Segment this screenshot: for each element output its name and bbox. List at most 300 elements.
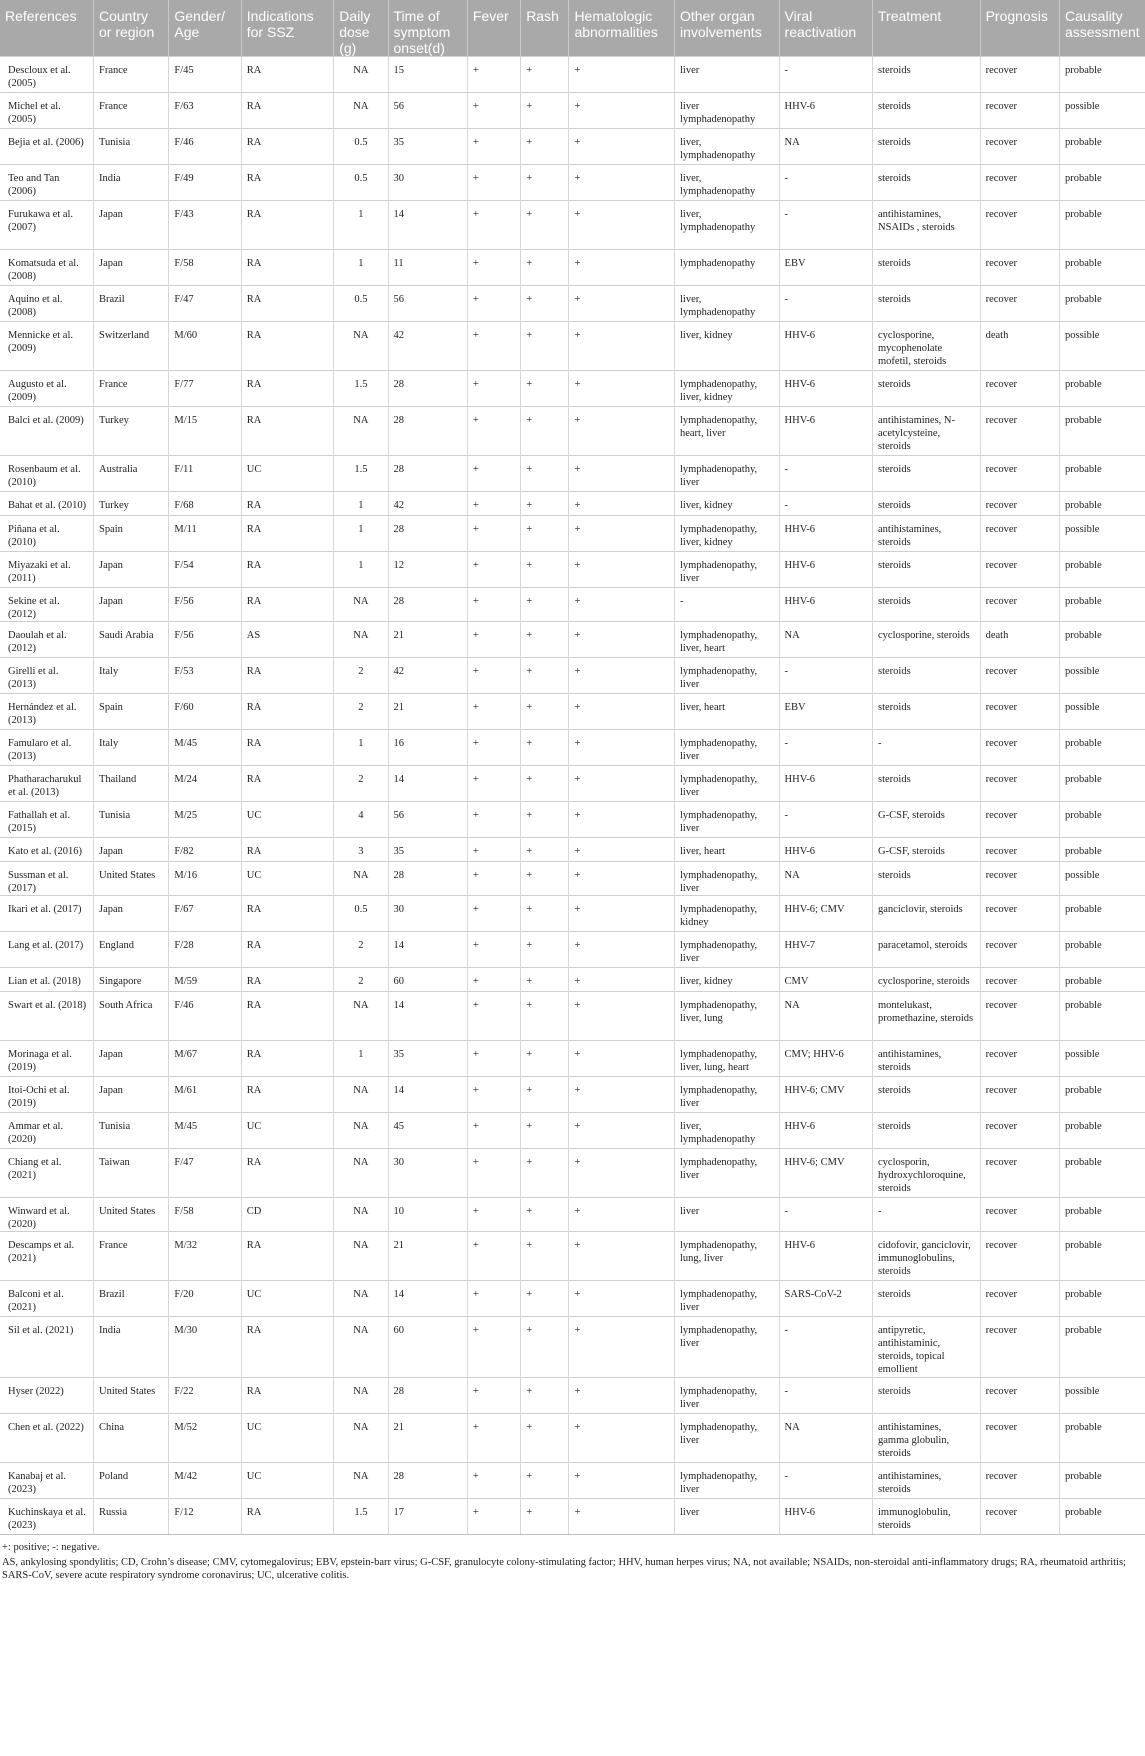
table-cell: M/45 [169,730,241,766]
table-cell: NA [779,129,872,165]
table-cell: recover [980,93,1059,129]
table-cell: 1 [334,552,388,588]
table-row [0,968,1145,992]
table-cell: Tunisia [93,802,168,838]
table-cell: recover [980,838,1059,862]
table-row [0,1232,1145,1281]
table-row [0,492,1145,516]
table-cell: EBV [779,250,872,286]
table-cell: + [521,371,569,407]
table-cell: + [521,1499,569,1535]
table-cell: Swart et al. (2018) [0,992,93,1041]
table-row [0,201,1145,250]
table-cell: + [467,694,520,730]
table-cell: 16 [388,730,467,766]
table-cell: RA [241,1499,333,1535]
table-row [0,1499,1145,1535]
table-cell: antihistamines, NSAIDs , steroids [873,201,981,250]
table-cell: RA [241,766,333,802]
table-cell: recover [980,407,1059,456]
table-cell: F/43 [169,201,241,250]
table-cell: - [779,286,872,322]
table-cell: NA [334,57,388,93]
table-cell: Fathallah et al. (2015) [0,802,93,838]
table-cell: SARS-CoV-2 [779,1281,872,1317]
table-cell: antihistamines, steroids [873,1041,981,1077]
table-cell: possible [1059,1041,1145,1077]
table-cell: lymphadenopathy, liver [674,658,779,694]
table-cell: Phatharacharukul et al. (2013) [0,766,93,802]
table-cell: Japan [93,588,168,622]
table-cell: Brazil [93,286,168,322]
column-header: Hematologic abnormalities [569,0,675,57]
table-cell: RA [241,552,333,588]
table-row [0,165,1145,201]
table-cell: + [467,932,520,968]
table-cell: + [521,862,569,896]
table-cell: steroids [873,1113,981,1149]
table-cell: + [569,622,675,658]
table-cell: NA [334,992,388,1041]
table-cell: + [569,1198,675,1232]
table-cell: Italy [93,730,168,766]
table-cell: probable [1059,1077,1145,1113]
table-cell: NA [779,622,872,658]
table-cell: steroids [873,57,981,93]
table-cell: + [521,992,569,1041]
table-cell: - [779,802,872,838]
table-cell: + [521,968,569,992]
table-cell: HHV-6 [779,1113,872,1149]
table-cell: M/32 [169,1232,241,1281]
column-header: Indications for SSZ [241,0,333,57]
table-cell: + [467,992,520,1041]
table-cell: lymphadenopathy, liver, lung [674,992,779,1041]
table-cell: 1 [334,492,388,516]
table-cell: 35 [388,129,467,165]
table-cell: + [521,201,569,250]
table-row [0,862,1145,896]
table-row [0,1463,1145,1499]
table-cell: recover [980,1414,1059,1463]
table-cell: 30 [388,165,467,201]
table-cell: recover [980,766,1059,802]
table-cell: lymphadenopathy, liver [674,1317,779,1378]
table-cell: RA [241,407,333,456]
table-cell: immunoglobulin, steroids [873,1499,981,1535]
table-cell: Ikari et al. (2017) [0,896,93,932]
table-cell: + [569,93,675,129]
column-header: Daily dose (g) [334,0,388,57]
table-cell: 14 [388,201,467,250]
table-cell: Kanabaj et al. (2023) [0,1463,93,1499]
table-cell: + [467,1414,520,1463]
column-header: Treatment [873,0,981,57]
table-cell: RA [241,588,333,622]
table-cell: + [569,1463,675,1499]
table-cell: 45 [388,1113,467,1149]
table-cell: + [521,1317,569,1378]
table-cell: lymphadenopathy, liver [674,802,779,838]
table-row [0,1149,1145,1198]
table-cell: antihistamines, gamma globulin, steroids [873,1414,981,1463]
table-cell: 35 [388,838,467,862]
table-cell: F/49 [169,165,241,201]
column-header: Gender/ Age [169,0,241,57]
table-cell: + [521,57,569,93]
table-cell: + [467,1198,520,1232]
table-cell: F/56 [169,588,241,622]
table-cell: Japan [93,1041,168,1077]
table-cell: 21 [388,1232,467,1281]
table-cell: + [521,1414,569,1463]
table-cell: liver, kidney [674,492,779,516]
table-cell: + [467,492,520,516]
table-cell: + [467,622,520,658]
table-cell: NA [334,1198,388,1232]
table-cell: + [467,201,520,250]
table-cell: 1 [334,250,388,286]
table-cell: lymphadenopathy, heart, liver [674,407,779,456]
table-cell: + [569,456,675,492]
table-cell: F/46 [169,129,241,165]
table-row [0,57,1145,93]
table-cell: + [521,165,569,201]
table-cell: NA [334,1149,388,1198]
table-cell: - [779,1317,872,1378]
table-cell: + [569,1281,675,1317]
table-cell: + [521,694,569,730]
table-cell: probable [1059,371,1145,407]
table-cell: Hernández et al. (2013) [0,694,93,730]
table-cell: RA [241,932,333,968]
table-cell: recover [980,1378,1059,1414]
table-cell: NA [779,992,872,1041]
table-cell: HHV-6 [779,766,872,802]
table-cell: 3 [334,838,388,862]
table-cell: 1 [334,1041,388,1077]
table-cell: recover [980,456,1059,492]
table-cell: NA [334,1317,388,1378]
table-row [0,1077,1145,1113]
table-cell: probable [1059,492,1145,516]
table-cell: 42 [388,322,467,371]
table-row [0,1281,1145,1317]
table-cell: + [521,129,569,165]
table-cell: lymphadenopathy, kidney [674,896,779,932]
table-cell: - [674,588,779,622]
table-cell: Sussman et al. (2017) [0,862,93,896]
table-cell: probable [1059,622,1145,658]
table-cell: Thailand [93,766,168,802]
table-cell: 2 [334,694,388,730]
table-cell: 0.5 [334,286,388,322]
table-cell: RA [241,516,333,552]
table-cell: + [569,516,675,552]
table-cell: + [569,552,675,588]
table-cell: HHV-6 [779,838,872,862]
table-cell: lymphadenopathy, liver [674,1077,779,1113]
table-row [0,371,1145,407]
table-cell: Sil et al. (2021) [0,1317,93,1378]
table-cell: + [467,802,520,838]
table-cell: Spain [93,516,168,552]
table-cell: + [569,896,675,932]
table-cell: Taiwan [93,1149,168,1198]
table-cell: NA [334,1378,388,1414]
table-cell: 0.5 [334,896,388,932]
table-cell: + [467,407,520,456]
table-cell: steroids [873,456,981,492]
table-cell: M/24 [169,766,241,802]
table-cell: liver, kidney [674,968,779,992]
table-cell: 42 [388,492,467,516]
table-cell: Bejia et al. (2006) [0,129,93,165]
table-cell: 14 [388,1077,467,1113]
table-cell: probable [1059,456,1145,492]
table-cell: recover [980,129,1059,165]
table-cell: United States [93,1198,168,1232]
table-cell: 30 [388,1149,467,1198]
table-cell: recover [980,932,1059,968]
table-cell: + [521,93,569,129]
table-cell: UC [241,1414,333,1463]
table-row [0,1378,1145,1414]
table-cell: + [521,250,569,286]
table-cell: Kuchinskaya et al. (2023) [0,1499,93,1535]
table-cell: steroids [873,93,981,129]
table-cell: + [521,552,569,588]
table-cell: probable [1059,896,1145,932]
table-cell: + [467,968,520,992]
table-cell: + [569,1414,675,1463]
table-cell: Russia [93,1499,168,1535]
table-cell: + [521,1149,569,1198]
table-cell: 56 [388,93,467,129]
table-cell: South Africa [93,992,168,1041]
table-cell: liver [674,1198,779,1232]
table-cell: steroids [873,766,981,802]
table-cell: + [467,371,520,407]
table-cell: + [521,622,569,658]
table-cell: 2 [334,766,388,802]
table-cell: RA [241,1378,333,1414]
table-cell: + [521,932,569,968]
table-cell: F/22 [169,1378,241,1414]
table-cell: 28 [388,588,467,622]
table-cell: RA [241,201,333,250]
table-cell: Daoulah et al. (2012) [0,622,93,658]
table-cell: + [569,1149,675,1198]
table-cell: + [467,516,520,552]
table-cell: 14 [388,766,467,802]
table-row [0,588,1145,622]
table-row [0,838,1145,862]
table-cell: probable [1059,1149,1145,1198]
table-cell: + [521,658,569,694]
table-cell: + [569,286,675,322]
table-cell: possible [1059,862,1145,896]
table-cell: probable [1059,1463,1145,1499]
table-cell: death [980,322,1059,371]
table-cell: antipyretic, antihistaminic, steroids, topical emollient [873,1317,981,1378]
table-cell: Australia [93,456,168,492]
table-cell: RA [241,1149,333,1198]
table-cell: HHV-6; CMV [779,1077,872,1113]
table-cell: India [93,165,168,201]
table-cell: Descloux et al. (2005) [0,57,93,93]
table-cell: G-CSF, steroids [873,838,981,862]
table-cell: Kato et al. (2016) [0,838,93,862]
table-cell: NA [334,1414,388,1463]
table-cell: F/56 [169,622,241,658]
table-cell: - [779,658,872,694]
table-cell: + [467,658,520,694]
table-cell: Sekine et al. (2012) [0,588,93,622]
table-cell: 28 [388,1463,467,1499]
table-cell: probable [1059,286,1145,322]
table-cell: lymphadenopathy, liver [674,552,779,588]
table-cell: M/59 [169,968,241,992]
table-cell: steroids [873,1378,981,1414]
table-cell: steroids [873,371,981,407]
table-cell: 0.5 [334,129,388,165]
table-cell: RA [241,371,333,407]
table-cell: recover [980,1232,1059,1281]
table-cell: RA [241,1077,333,1113]
table-cell: UC [241,862,333,896]
table-cell: 1 [334,516,388,552]
table-cell: steroids [873,286,981,322]
table-cell: + [521,730,569,766]
table-cell: Chiang et al. (2021) [0,1149,93,1198]
table-cell: India [93,1317,168,1378]
table-row [0,1041,1145,1077]
table-cell: + [521,1232,569,1281]
table-cell: RA [241,730,333,766]
table-cell: HHV-6; CMV [779,1149,872,1198]
table-cell: UC [241,1113,333,1149]
table-cell: F/58 [169,1198,241,1232]
table-cell: F/54 [169,552,241,588]
table-cell: + [467,766,520,802]
table-row [0,1113,1145,1149]
table-cell: + [521,1077,569,1113]
table-cell: possible [1059,1378,1145,1414]
table-cell: - [873,730,981,766]
table-cell: Spain [93,694,168,730]
table-cell: Winward et al. (2020) [0,1198,93,1232]
table-cell: + [467,730,520,766]
table-cell: + [569,730,675,766]
table-cell: NA [334,93,388,129]
table-cell: + [467,57,520,93]
column-header: Viral reactivation [779,0,872,57]
table-cell: HHV-6 [779,371,872,407]
table-cell: Descamps et al. (2021) [0,1232,93,1281]
table-cell: - [779,1463,872,1499]
table-cell: 14 [388,1281,467,1317]
table-cell: F/58 [169,250,241,286]
table-cell: recover [980,250,1059,286]
table-cell: recover [980,1041,1059,1077]
table-cell: steroids [873,492,981,516]
table-cell: probable [1059,802,1145,838]
column-header: Rash [521,0,569,57]
table-cell: recover [980,516,1059,552]
table-cell: probable [1059,1317,1145,1378]
table-cell: F/45 [169,57,241,93]
table-cell: liver, lymphadenopathy [674,201,779,250]
table-cell: France [93,57,168,93]
table-cell: + [569,129,675,165]
table-cell: recover [980,1463,1059,1499]
table-row [0,992,1145,1041]
table-cell: cyclosporine, mycophenolate mofetil, steroids [873,322,981,371]
table-cell: steroids [873,250,981,286]
table-cell: + [569,694,675,730]
table-cell: 28 [388,862,467,896]
table-cell: EBV [779,694,872,730]
table-cell: 28 [388,456,467,492]
table-cell: Brazil [93,1281,168,1317]
table-cell: steroids [873,694,981,730]
table-cell: + [467,286,520,322]
table-cell: NA [334,622,388,658]
table-cell: Komatsuda et al. (2008) [0,250,93,286]
table-cell: + [467,129,520,165]
table-cell: + [569,968,675,992]
table-cell: + [569,1317,675,1378]
table-cell: NA [334,1463,388,1499]
table-cell: M/15 [169,407,241,456]
table-cell: F/77 [169,371,241,407]
table-cell: + [521,1463,569,1499]
table-row [0,552,1145,588]
table-row [0,622,1145,658]
table-cell: F/67 [169,896,241,932]
table-cell: - [779,57,872,93]
table-cell: probable [1059,730,1145,766]
column-header: Time of symptom onset(d) [388,0,467,57]
table-cell: NA [334,1113,388,1149]
table-cell: liver, kidney [674,322,779,371]
table-cell: + [467,552,520,588]
table-cell: recover [980,201,1059,250]
table-cell: - [779,730,872,766]
table-cell: recover [980,552,1059,588]
table-cell: 60 [388,968,467,992]
table-cell: M/11 [169,516,241,552]
table-cell: probable [1059,129,1145,165]
table-cell: 2 [334,968,388,992]
table-row [0,407,1145,456]
table-cell: death [980,622,1059,658]
table-cell: 60 [388,1317,467,1378]
table-cell: HHV-6 [779,93,872,129]
table-cell: 2 [334,932,388,968]
table-cell: Famularo et al. (2013) [0,730,93,766]
table-cell: Balci et al. (2009) [0,407,93,456]
table-cell: + [467,1232,520,1281]
table-cell: F/28 [169,932,241,968]
table-cell: M/42 [169,1463,241,1499]
table-cell: + [521,492,569,516]
table-cell: NA [779,1414,872,1463]
table-cell: steroids [873,1077,981,1113]
table-cell: lymphadenopathy [674,250,779,286]
table-cell: possible [1059,322,1145,371]
